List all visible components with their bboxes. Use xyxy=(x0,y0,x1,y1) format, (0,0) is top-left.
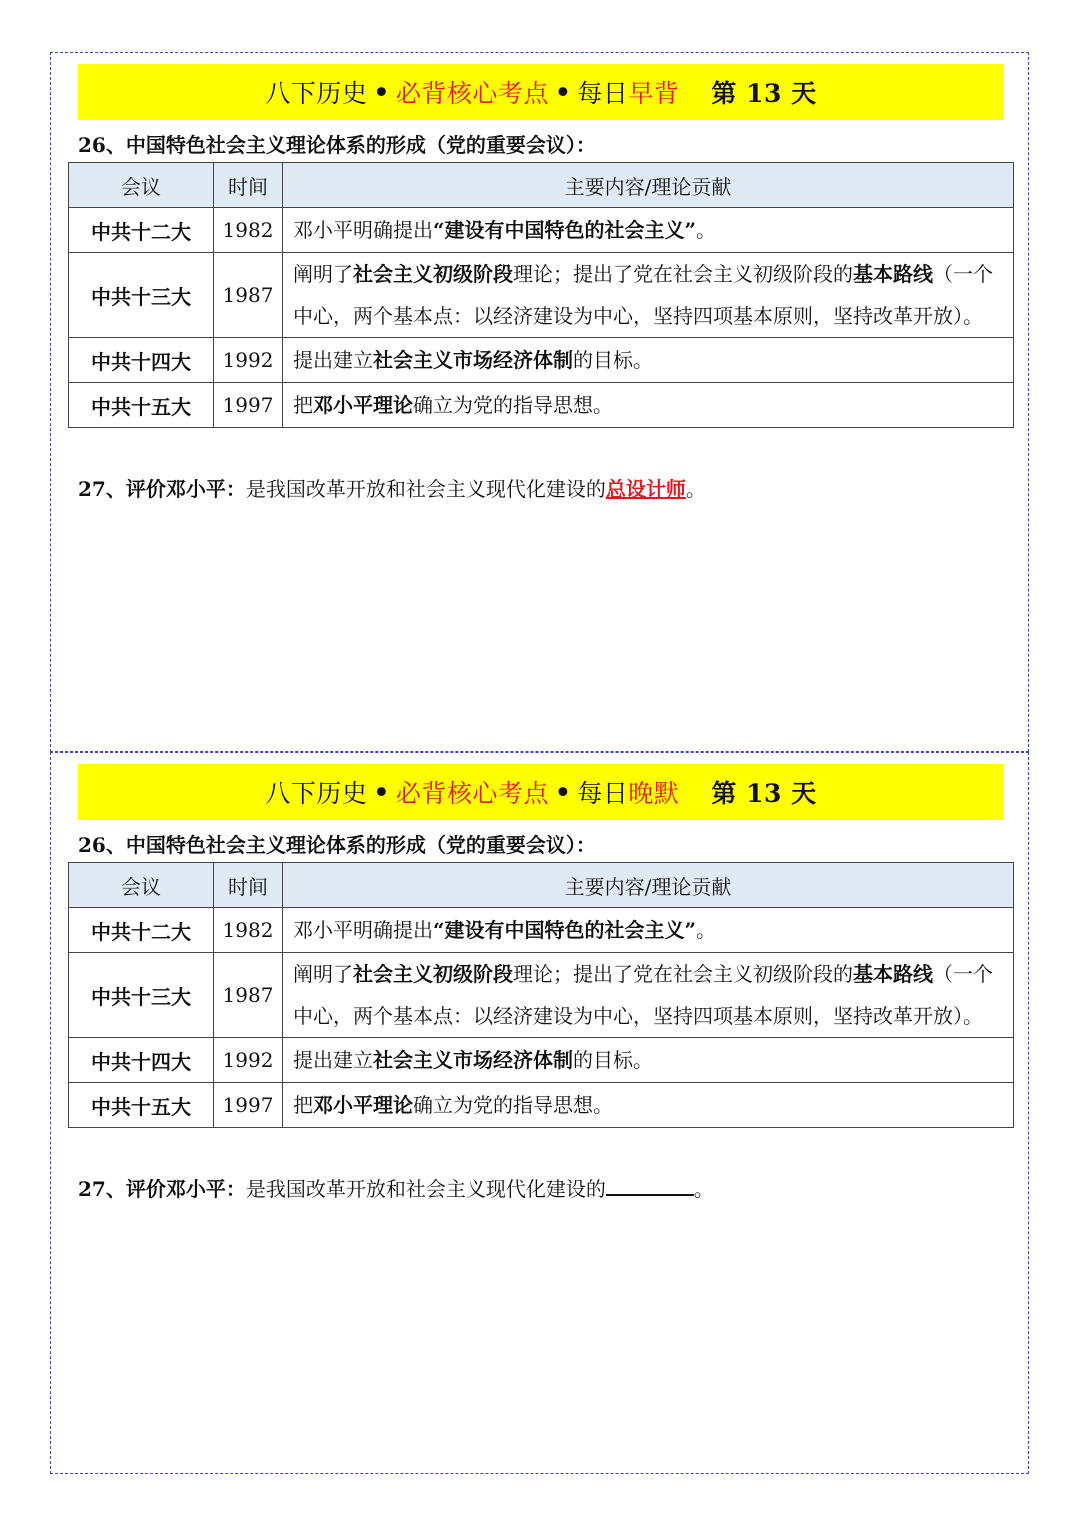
year-cell: 1987 xyxy=(214,253,283,338)
banner-daily: 每日 xyxy=(577,79,629,108)
meeting-cell: 中共十四大 xyxy=(69,1038,214,1083)
card-evening xyxy=(50,752,1029,1474)
content-cell xyxy=(283,1038,1014,1083)
question-27-end: 。 xyxy=(693,1177,714,1201)
table-header-row xyxy=(69,863,1014,908)
content-cell xyxy=(283,208,1014,253)
content-cell xyxy=(283,1083,1014,1128)
banner-daily: 每日 xyxy=(577,779,629,808)
header-year: 时间 xyxy=(214,163,283,208)
banner-mode: 早背 xyxy=(628,79,680,108)
header-meeting: 会议 xyxy=(69,163,214,208)
banner-prefix: 八下历史 xyxy=(265,779,368,808)
content-cell xyxy=(283,953,1014,1038)
table-row xyxy=(69,1083,1014,1128)
meeting-cell: 中共十二大 xyxy=(69,208,214,253)
header-year: 时间 xyxy=(214,863,283,908)
meeting-cell: 中共十二大 xyxy=(69,908,214,953)
question-27 xyxy=(78,1173,714,1202)
content-text: （一个中心，两个基本点：以经济建设为中心，坚持四项基本原则，坚持改革开放）。 xyxy=(293,962,993,1028)
content-text: 。 xyxy=(696,918,717,942)
content-text: 。 xyxy=(696,218,717,242)
content-text: 邓小平明确提出 xyxy=(293,218,433,242)
question-26-title: 26、中国特色社会主义理论体系的形成（党的重要会议）： xyxy=(78,133,596,157)
question-27-label: 27、评价邓小平： xyxy=(78,1177,246,1201)
table-header-row xyxy=(69,163,1014,208)
content-text: 的目标。 xyxy=(573,348,653,372)
question-27-text: 是我国改革开放和社会主义现代化建设的 xyxy=(245,477,606,501)
year-cell: 1992 xyxy=(214,338,283,383)
content-text: 的目标。 xyxy=(573,1048,653,1072)
key-term: 社会主义初级阶段 xyxy=(353,262,513,286)
answer-text: 总设计师 xyxy=(605,477,686,501)
banner-dot: • xyxy=(554,77,572,107)
key-term: 社会主义初级阶段 xyxy=(353,962,513,986)
content-text: 把 xyxy=(293,393,313,417)
banner-dot: • xyxy=(373,77,390,107)
year-cell: 1982 xyxy=(214,908,283,953)
content-cell xyxy=(283,253,1014,338)
banner-highlight: 必背核心考点 xyxy=(395,79,549,108)
key-term: “建设有中国特色的社会主义” xyxy=(433,218,697,242)
question-27-text: 是我国改革开放和社会主义现代化建设的 xyxy=(245,1177,606,1201)
content-cell xyxy=(283,338,1014,383)
key-term: 基本路线 xyxy=(853,262,933,286)
key-term: 社会主义市场经济体制 xyxy=(373,1048,573,1072)
header-content: 主要内容/理论贡献 xyxy=(283,863,1014,908)
banner xyxy=(78,64,1004,120)
table-row xyxy=(69,253,1014,338)
banner-dot: • xyxy=(373,777,390,807)
banner-prefix: 八下历史 xyxy=(265,79,368,108)
table-body xyxy=(69,208,1014,428)
meeting-cell: 中共十五大 xyxy=(69,1083,214,1128)
answer-blank[interactable] xyxy=(606,1178,694,1196)
year-cell: 1982 xyxy=(214,208,283,253)
table-row xyxy=(69,383,1014,428)
year-cell: 1992 xyxy=(214,1038,283,1083)
content-text: 提出建立 xyxy=(293,348,373,372)
banner-day: 第 13 天 xyxy=(711,779,817,808)
banner-mode: 晚默 xyxy=(628,779,680,808)
key-term: 邓小平理论 xyxy=(313,1093,413,1117)
meetings-table xyxy=(68,862,1014,1128)
meeting-cell: 中共十四大 xyxy=(69,338,214,383)
content-text: （一个中心，两个基本点：以经济建设为中心，坚持四项基本原则，坚持改革开放）。 xyxy=(293,262,993,328)
year-cell: 1987 xyxy=(214,953,283,1038)
question-27-end: 。 xyxy=(685,477,706,501)
table-row xyxy=(69,908,1014,953)
table-body xyxy=(69,908,1014,1128)
card-morning xyxy=(50,52,1029,752)
question-27 xyxy=(78,473,706,502)
key-term: 基本路线 xyxy=(853,962,933,986)
key-term: 社会主义市场经济体制 xyxy=(373,348,573,372)
table-row xyxy=(69,338,1014,383)
banner-highlight: 必背核心考点 xyxy=(395,779,549,808)
content-text: 邓小平明确提出 xyxy=(293,918,433,942)
content-text: 理论；提出了党在社会主义初级阶段的 xyxy=(513,262,853,286)
banner-day: 第 13 天 xyxy=(711,79,817,108)
content-text: 确立为党的指导思想。 xyxy=(413,1093,613,1117)
content-cell xyxy=(283,908,1014,953)
meetings-table xyxy=(68,162,1014,428)
header-meeting: 会议 xyxy=(69,863,214,908)
table-row xyxy=(69,1038,1014,1083)
year-cell: 1997 xyxy=(214,383,283,428)
meeting-cell: 中共十五大 xyxy=(69,383,214,428)
meeting-cell: 中共十三大 xyxy=(69,253,214,338)
content-text: 理论；提出了党在社会主义初级阶段的 xyxy=(513,962,853,986)
banner-dot: • xyxy=(554,777,572,807)
header-content: 主要内容/理论贡献 xyxy=(283,163,1014,208)
meeting-cell: 中共十三大 xyxy=(69,953,214,1038)
content-text: 阐明了 xyxy=(293,262,353,286)
key-term: 邓小平理论 xyxy=(313,393,413,417)
content-text: 提出建立 xyxy=(293,1048,373,1072)
key-term: “建设有中国特色的社会主义” xyxy=(433,918,697,942)
content-text: 确立为党的指导思想。 xyxy=(413,393,613,417)
content-text: 把 xyxy=(293,1093,313,1117)
content-cell xyxy=(283,383,1014,428)
table-row xyxy=(69,953,1014,1038)
question-26-title: 26、中国特色社会主义理论体系的形成（党的重要会议）： xyxy=(78,833,596,857)
content-text: 阐明了 xyxy=(293,962,353,986)
question-27-label: 27、评价邓小平： xyxy=(78,477,246,501)
table-row xyxy=(69,208,1014,253)
year-cell: 1997 xyxy=(214,1083,283,1128)
banner xyxy=(78,764,1004,820)
